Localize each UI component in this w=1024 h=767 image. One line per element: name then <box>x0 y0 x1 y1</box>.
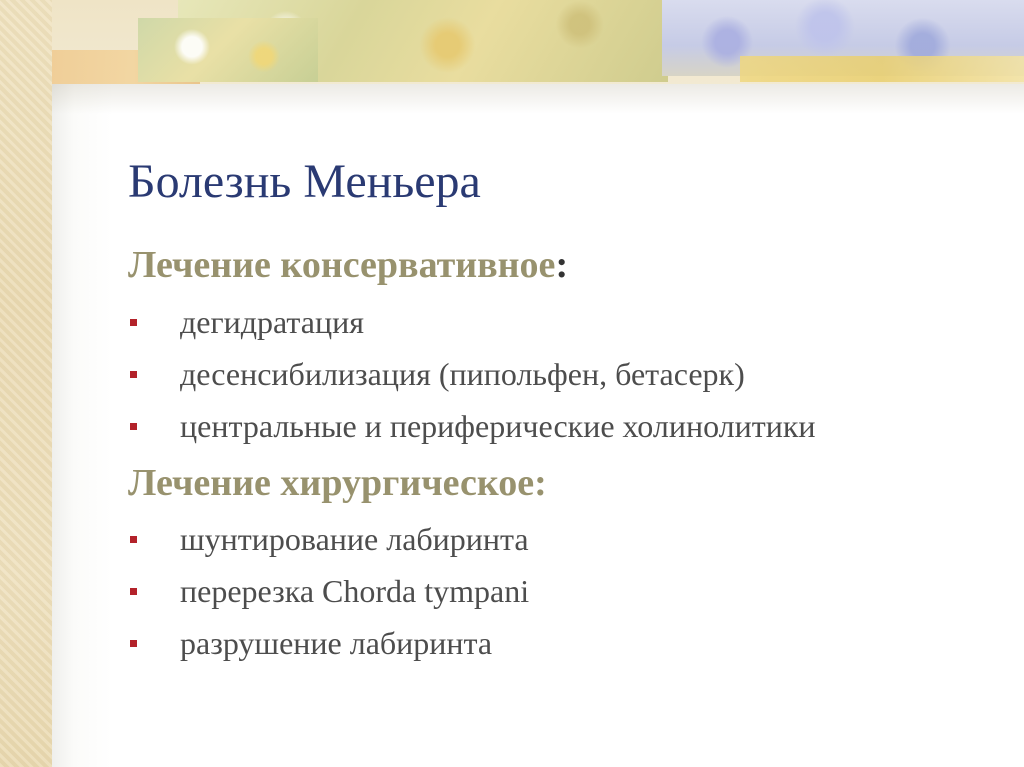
slide-title: Болезнь Меньера <box>128 155 481 208</box>
list-item-text: разрушение лабиринта <box>180 624 493 661</box>
section-heading-conservative <box>128 242 568 288</box>
list-item-text: шунтирование лабиринта <box>180 520 529 557</box>
list-item-text: дегидратация <box>180 303 364 340</box>
decorative-side-strip <box>0 0 52 767</box>
list-item-text: центральные и периферические холинолитики <box>180 407 816 444</box>
square-bullet-icon <box>130 371 137 378</box>
decorative-header-band <box>0 0 1024 92</box>
section-heading-surgical: Лечение хирургическое: <box>128 462 547 504</box>
decorative-floral-panel <box>740 56 1024 82</box>
square-bullet-icon <box>130 536 137 543</box>
section-heading-colon: : <box>555 244 569 286</box>
section-heading-text: Лечение консервативное <box>128 244 556 286</box>
list-item-text: десенсибилизация (пипольфен, бетасерк) <box>180 355 745 392</box>
list-item-text: перерезка Chorda tympani <box>180 572 530 609</box>
decorative-shadow <box>52 84 1024 114</box>
square-bullet-icon <box>130 423 137 430</box>
square-bullet-icon <box>130 640 137 647</box>
square-bullet-icon <box>130 319 137 326</box>
square-bullet-icon <box>130 588 137 595</box>
decorative-floral-panel <box>138 18 318 82</box>
